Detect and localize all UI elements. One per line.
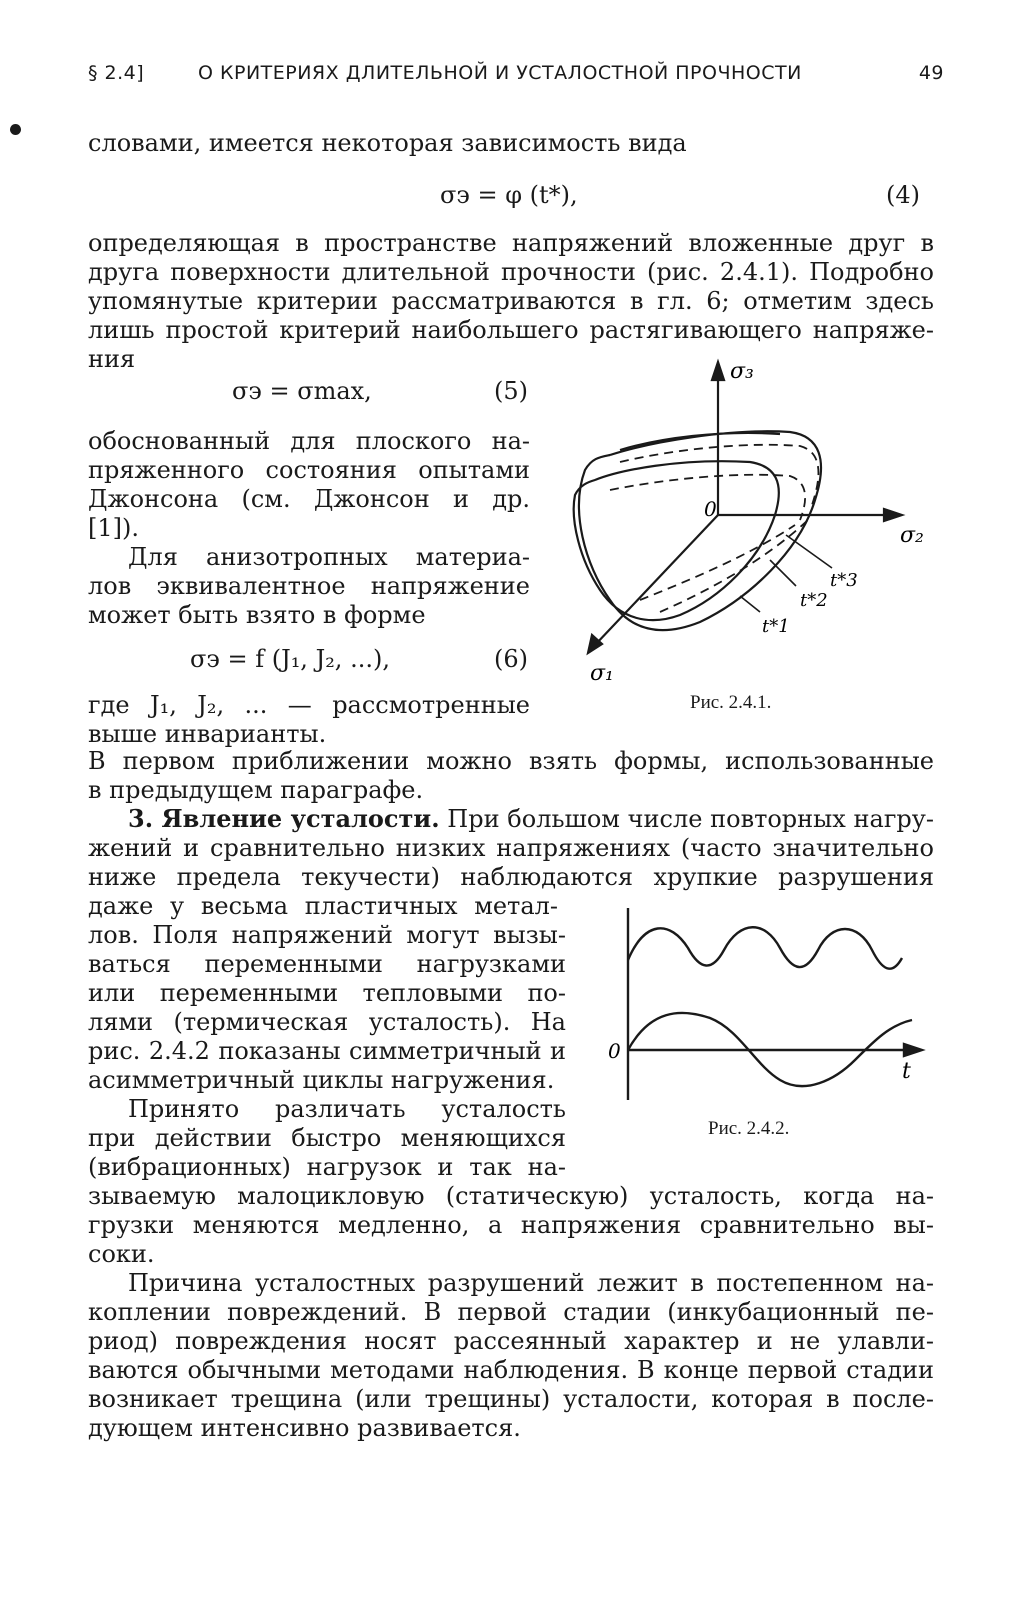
dashed-curve-back-1 (620, 445, 818, 505)
formula-5: σэ = σmax, (232, 377, 372, 405)
running-title: О КРИТЕРИЯХ ДЛИТЕЛЬНОЙ И УСТАЛОСТНОЙ ПРОЧНОСТИ (198, 62, 802, 84)
leader-t1 (740, 596, 760, 612)
text-line: в предыдущем параграфе. (88, 776, 424, 804)
text-line: упомянутые критерии рассматриваются в гл. 6; отметим здесь (88, 287, 934, 315)
label-sigma1: σ₁ (590, 661, 614, 686)
sigma3-arrowhead (712, 362, 724, 380)
text-line: рис. 2.4.2 показаны симметричный и (88, 1037, 566, 1065)
text-line: риод) повреждения носят рассеянный характер и не улавли- (88, 1327, 934, 1355)
label-origin: 0 (704, 497, 717, 521)
text-line: лов. Поля напряжений могут вызы- (88, 921, 566, 949)
text-line: может быть взято в форме (88, 601, 426, 629)
text-line: определяющая в пространстве напряжений вложенные друг в (88, 229, 934, 257)
surface-t1-top (620, 433, 780, 450)
label-t3: t*3 (830, 570, 858, 591)
text-line: Джонсона (см. Джонсон и др. (88, 485, 530, 513)
text-line: Для анизотропных материа- (128, 543, 530, 571)
leader-t3 (786, 535, 832, 568)
text-line: пряженного состояния опытами (88, 456, 530, 484)
text-line: или переменными тепловыми по- (88, 979, 566, 1007)
label-t1: t*1 (762, 616, 790, 637)
label-t-axis: t (902, 1059, 911, 1084)
text-line: асимметричный циклы нагружения. (88, 1066, 555, 1094)
text-line: ваются обычными методами наблюдения. В конце первой стадии (88, 1356, 934, 1384)
text-line: В первом приближении можно взять формы, использованные (88, 747, 934, 775)
sigma2-arrowhead (884, 509, 902, 521)
section-heading: 3. Явление усталости. (128, 804, 440, 833)
figure-2-4-2 (600, 900, 940, 1120)
text-line: словами, имеется некоторая зависимость вида (88, 129, 687, 157)
figure-caption-2-4-1: Рис. 2.4.1. (690, 692, 772, 713)
text-line: [1]). (88, 514, 139, 542)
formula-4: σэ = φ (t*), (440, 181, 578, 209)
text-line: лов эквивалентное напряжение (88, 572, 530, 600)
text-line: дующем интенсивно развивается. (88, 1414, 521, 1442)
label-origin-fig2: 0 (608, 1039, 621, 1063)
text-line: лями (термическая усталость). На (88, 1008, 566, 1036)
text-line: друга поверхности длительной прочности (рис. 2.4.1). Подробно (88, 258, 934, 286)
formula-6: σэ = f (J₁, J₂, ...), (190, 645, 390, 673)
text-line: где J₁, J₂, ... — рассмотренные (88, 691, 530, 719)
text-line: даже у весьма пластичных метал- (88, 892, 558, 920)
text-line: ниже предела текучести) наблюдаются хрупкие разрушения (88, 863, 934, 891)
text-line: (вибрационных) нагрузок и так на- (88, 1153, 566, 1181)
label-sigma3: σ₃ (730, 359, 754, 384)
text-line: выше инварианты. (88, 720, 327, 748)
figure-caption-2-4-2: Рис. 2.4.2. (708, 1118, 790, 1139)
text-line: возникает трещина (или трещины) усталости, которая в после- (88, 1385, 934, 1413)
text-line-heading (88, 804, 934, 834)
text-line: ния (88, 345, 136, 373)
text-line: соки. (88, 1240, 155, 1268)
text-line: ваться переменными нагрузками (88, 950, 566, 978)
surface-t2 (574, 461, 779, 620)
text-line-rest: При большом числе повторных нагру- (447, 805, 934, 833)
text-line: зываемую малоцикловую (статическую) усталость, когда на- (88, 1182, 934, 1210)
equation-number-4: (4) (886, 181, 920, 209)
page-number: 49 (918, 62, 944, 84)
label-sigma2: σ₂ (900, 523, 924, 548)
text-line: Причина усталостных разрушений лежит в постепенном на- (128, 1269, 934, 1297)
label-t2: t*2 (800, 590, 828, 611)
text-line: жений и сравнительно низких напряжениях (часто значительно (88, 834, 934, 862)
text-line: грузки меняются медленно, а напряжения сравнительно вы- (88, 1211, 934, 1239)
sigma1-arrowhead (588, 635, 602, 653)
text-line: коплении повреждений. В первой стадии (инкубационный пе- (88, 1298, 934, 1326)
text-line: при действии быстро меняющихся (88, 1124, 566, 1152)
margin-dot (10, 124, 21, 135)
text-line: лишь простой критерий наибольшего растягивающего напряже- (88, 316, 934, 344)
text-line: обоснованный для плоского на- (88, 427, 530, 455)
text-line: Принято различать усталость (128, 1095, 566, 1123)
section-number: § 2.4] (88, 62, 145, 84)
t-arrowhead (904, 1044, 922, 1056)
running-header (88, 62, 944, 92)
figure-2-4-1 (550, 350, 940, 690)
dashed-curve-inner-2 (660, 520, 808, 612)
equation-number-6: (6) (494, 645, 528, 673)
sigma1-axis-line (595, 515, 718, 645)
asymmetric-cycle-curve (628, 927, 902, 968)
equation-number-5: (5) (494, 377, 528, 405)
leader-t2 (770, 560, 796, 586)
